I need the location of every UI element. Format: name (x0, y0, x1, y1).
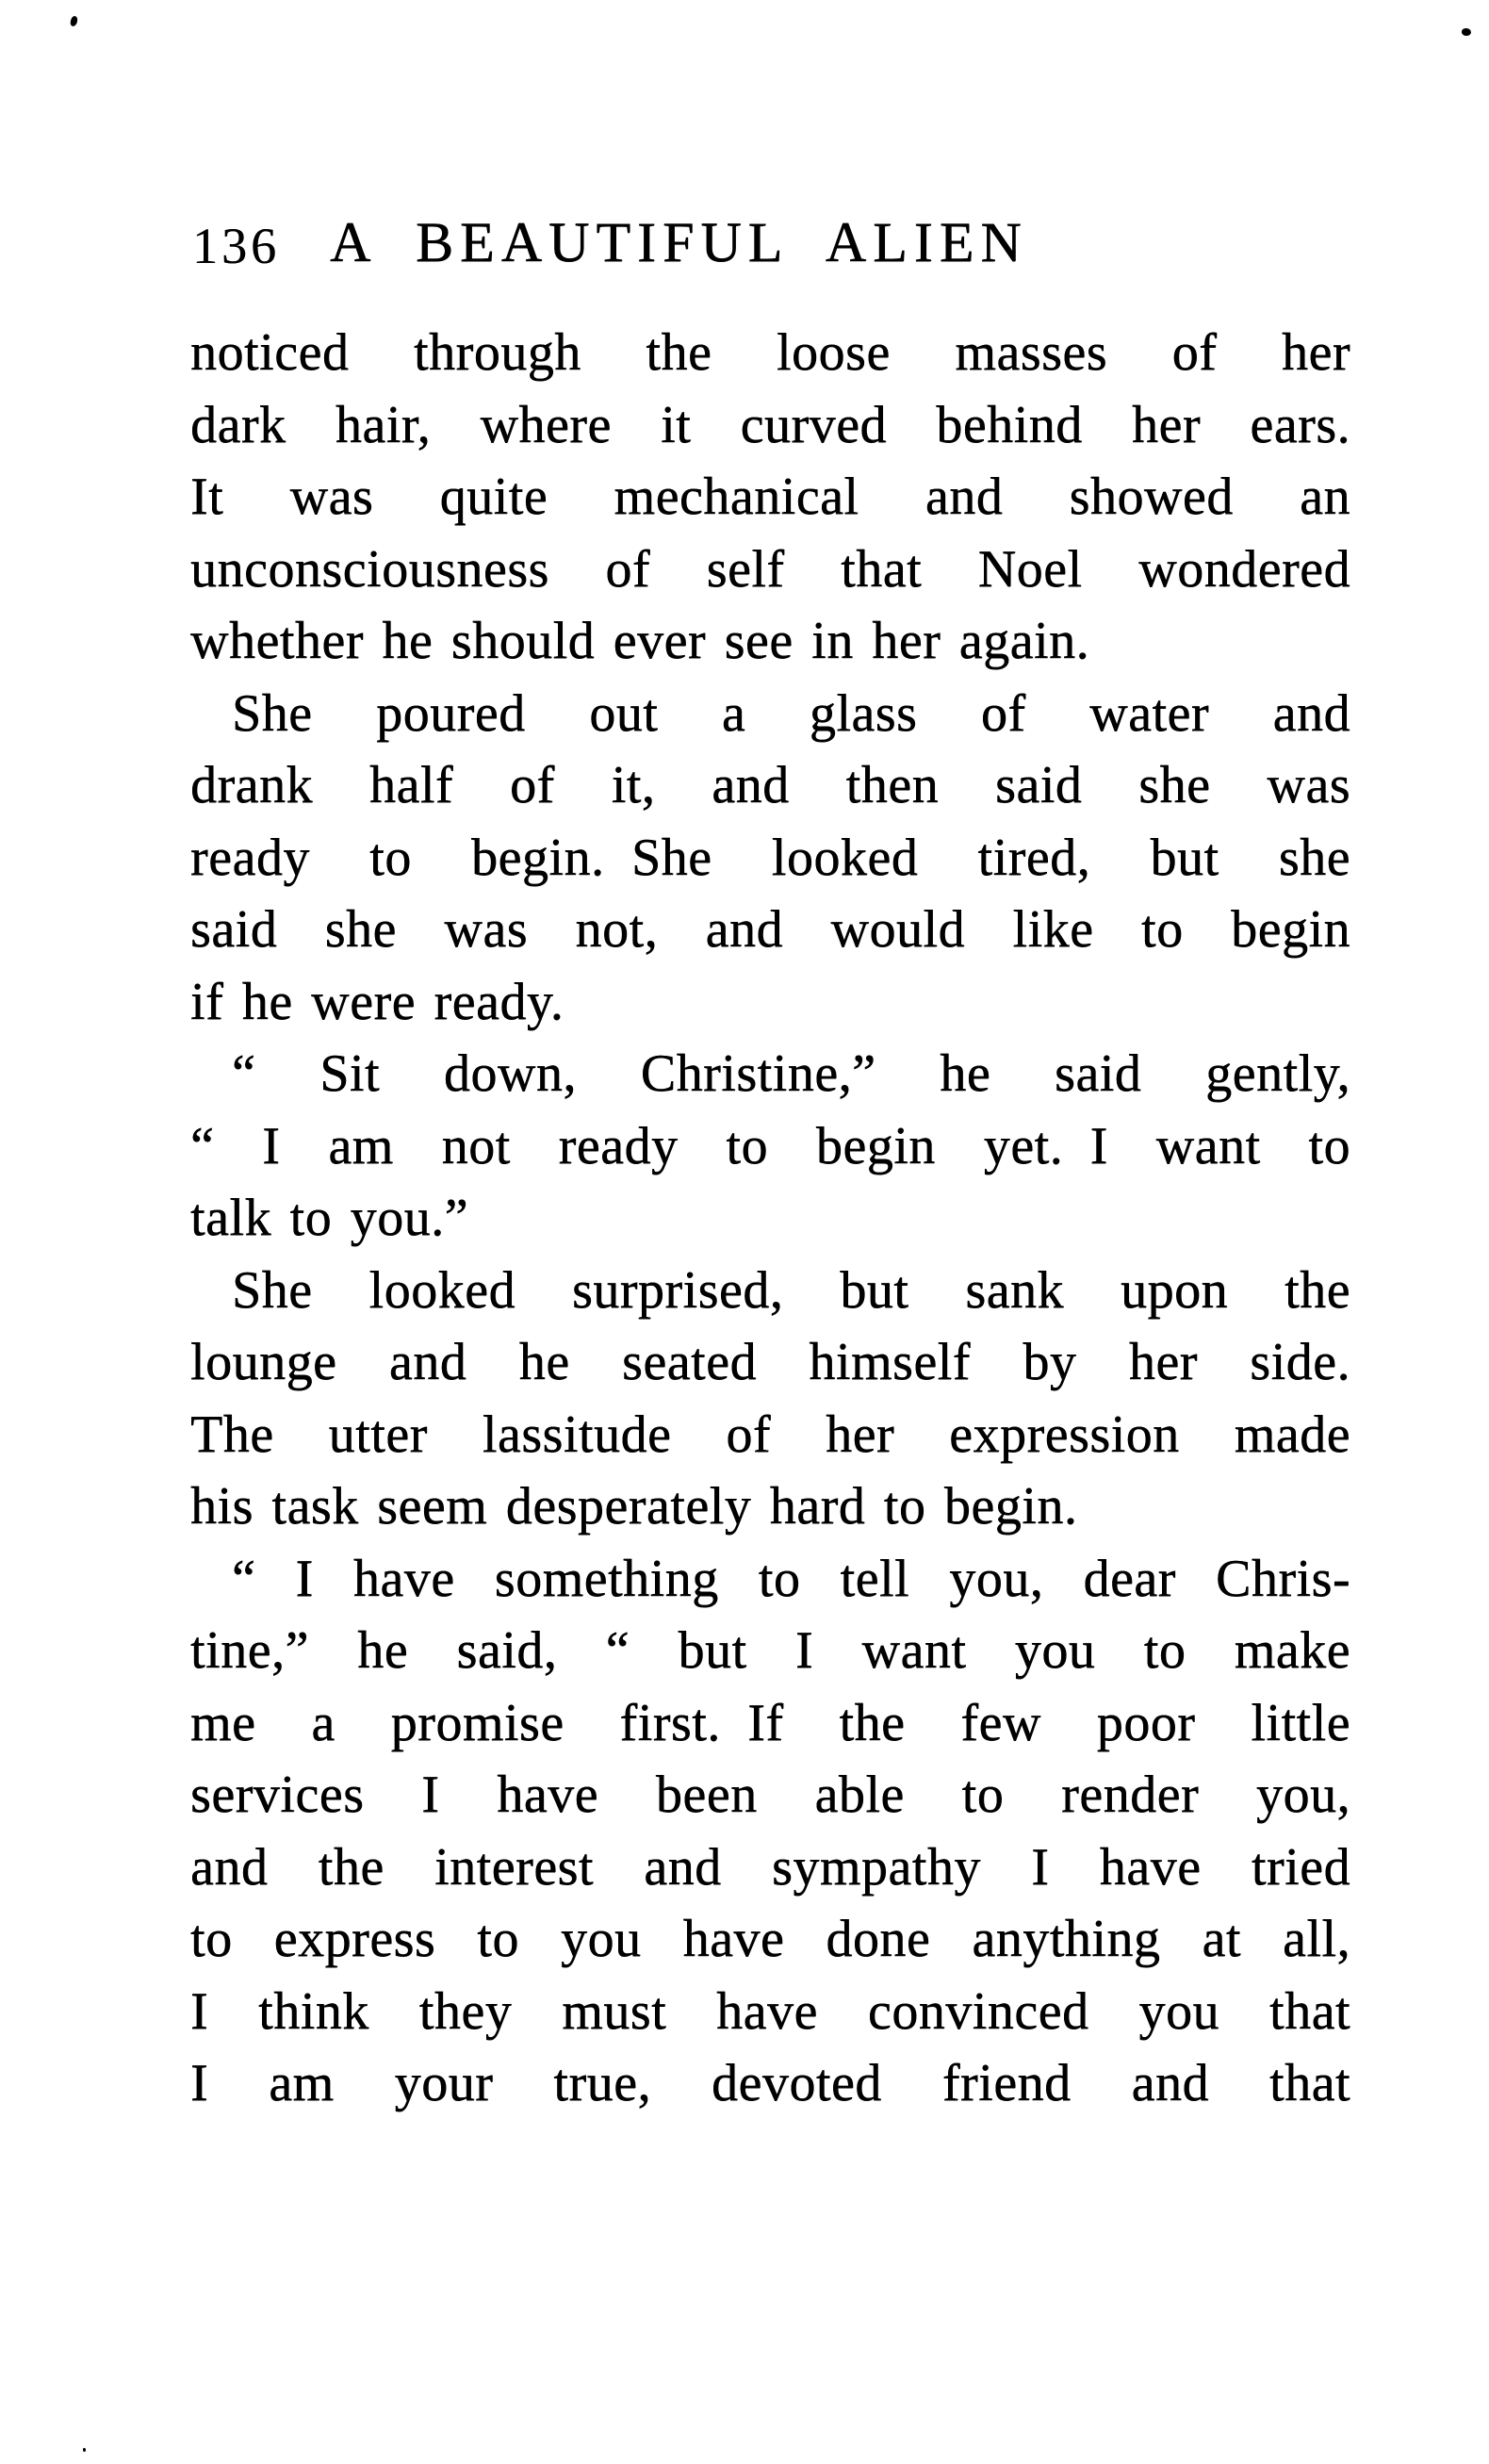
page-number: 136 (192, 218, 280, 274)
text-line: drank half of it, and then said she was (190, 756, 1350, 814)
text-line: me a promise first. If the few poor little (190, 1693, 1350, 1752)
text-line: She poured out a glass of water and (232, 683, 1350, 743)
body-text (190, 317, 1350, 2120)
text-line: if he were ready. (190, 972, 565, 1031)
text-line: “ I am not ready to begin yet. I want to (190, 1116, 1350, 1175)
text-line: to express to you have done anything at all, (190, 1910, 1350, 1968)
page-title: A BEAUTIFUL ALIEN (330, 211, 1028, 273)
scan-speck (83, 2448, 86, 2452)
text-line: said she was not, and would like to begin (190, 900, 1350, 959)
text-line: services I have been able to render you, (190, 1766, 1350, 1824)
text-line: She looked surprised, but sank upon the (232, 1260, 1350, 1320)
text-line: I am your true, devoted friend and that (190, 2054, 1350, 2112)
text-line: “ Sit down, Christine,” he said gently, (232, 1044, 1350, 1103)
text-line: dark hair, where it curved behind her ears. (190, 395, 1350, 454)
text-line: and the interest and sympathy I have tried (190, 1837, 1350, 1897)
text-line: unconsciousness of self that Noel wondered (190, 539, 1350, 599)
text-line: noticed through the loose masses of her (190, 323, 1350, 382)
running-head (190, 211, 1350, 287)
scan-speck (69, 15, 78, 27)
text-line: lounge and he seated himself by her side. (190, 1333, 1350, 1391)
text-line: It was quite mechanical and showed an (190, 468, 1350, 526)
text-line: his task seem desperately hard to begin. (190, 1477, 1078, 1536)
text-line: “ I have something to tell you, dear Chris- (232, 1549, 1350, 1608)
text-line: ready to begin. She looked tired, but she (190, 828, 1350, 887)
text-line: The utter lassitude of her expression made (190, 1404, 1350, 1464)
scan-speck (1462, 28, 1471, 36)
text-line: whether he should ever see in her again. (190, 612, 1090, 670)
text-line: tine,” he said, “ but I want you to make (190, 1621, 1350, 1680)
text-line: I think they must have convinced you that (190, 1981, 1350, 2041)
text-line: talk to you.” (190, 1189, 468, 1247)
